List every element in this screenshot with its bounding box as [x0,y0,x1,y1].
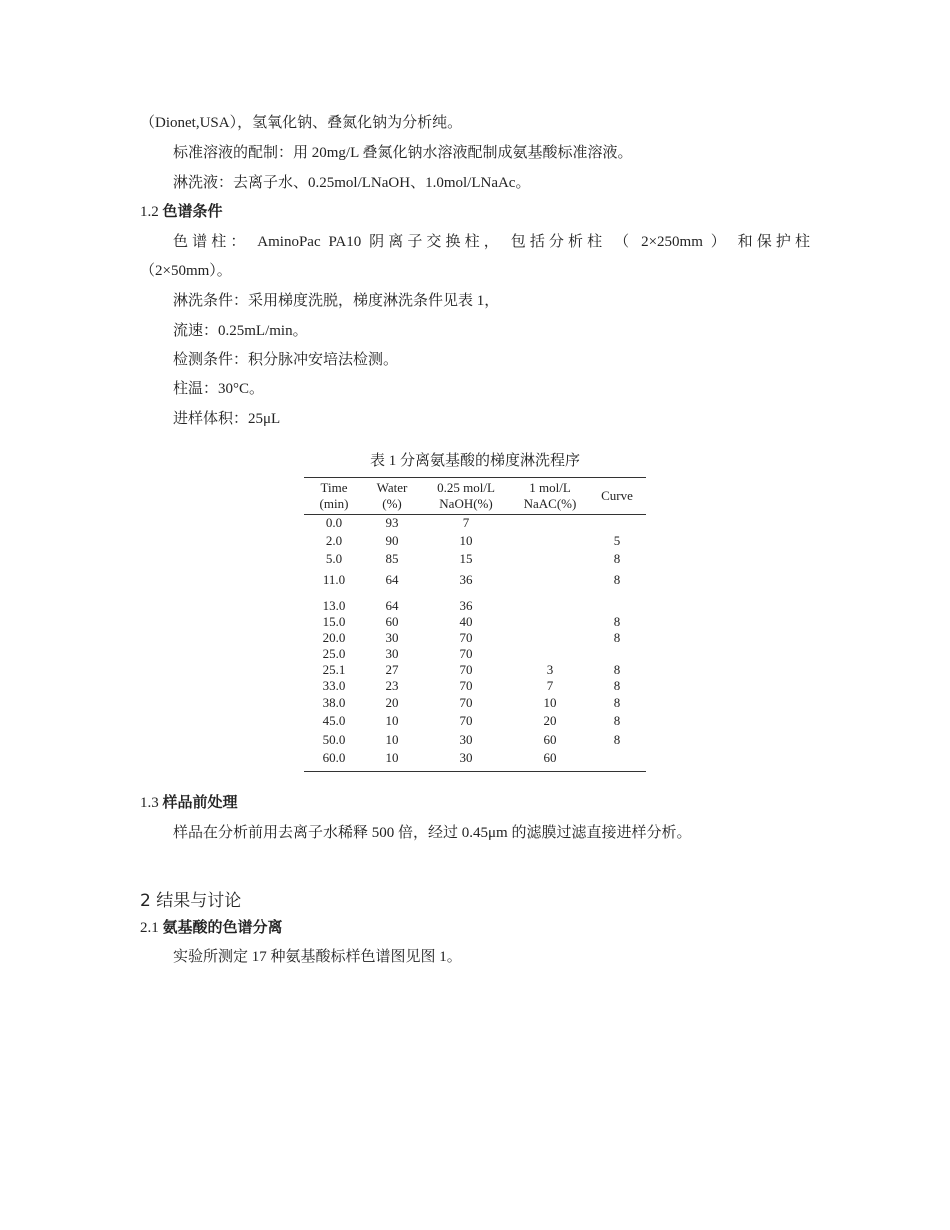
table-row [304,694,646,712]
table-cell: 70 [459,661,473,677]
table-cell: 10 [385,731,399,747]
table-cell: 70 [459,694,473,710]
table-cell [512,550,588,569]
section-heading-1-2 [140,202,223,222]
table-cell: 60 [385,613,399,629]
table-cell: 85 [385,551,399,566]
table-row [304,515,646,532]
table-cell: 15.0 [322,613,346,629]
table-cell: 20.0 [322,629,346,645]
table-row [304,569,646,592]
table-cell: 30 [459,731,473,747]
table-row [304,614,646,630]
paragraph-figure-ref: 实验所测定 17 种氨基酸标样色谱图见图 1。 [173,949,462,965]
table-cell: 8 [613,731,621,747]
table-row [304,550,646,569]
table-cell: 40 [459,613,473,629]
table-cell: 25.1 [322,661,346,677]
table-row [304,630,646,646]
section-title: 样品前处理 [162,795,238,811]
header-naoh: 0.25 mol/L NaOH(%) [420,478,512,515]
table-cell: 15 [459,551,473,566]
table-cell: 27 [385,661,399,677]
table-cell: 45.0 [322,712,346,728]
table-row [304,592,646,614]
table-row [304,532,646,550]
header-water: Water (%) [364,478,420,515]
table-cell [512,630,588,646]
table-cell: 33.0 [322,677,346,693]
table-cell: 7 [462,515,470,531]
table-cell: 0.0 [325,515,343,531]
table-cell: 8 [613,629,621,645]
paragraph-column-temp: 柱温：30°C。 [173,381,265,397]
table-cell: 23 [385,677,399,693]
paragraph-column-line1: 色谱柱： AminoPac PA10 阴离子交换柱， 包括分析柱 （ 2×250mm ） 和保护柱 [173,234,810,250]
table-row [304,712,646,730]
table-cell: 50.0 [322,731,346,747]
table-cell: 8 [613,551,621,566]
table-cell [588,750,646,772]
table-cell: 8 [613,712,621,728]
table-cell: 10 [385,712,399,728]
table-cell [512,646,588,662]
header-naac: 1 mol/L NaAC(%) [512,478,588,515]
table-cell: 7 [546,677,554,693]
table-cell: 70 [459,645,473,661]
table-cell: 25.0 [322,645,346,661]
table-cell [588,646,646,662]
paragraph-column-line2: （2×50mm）。 [140,263,232,279]
table-cell: 3 [546,661,554,677]
paragraph-detection: 检测条件：积分脉冲安培法检测。 [173,352,399,368]
table-cell: 90 [385,532,399,548]
paragraph-sample-prep: 样品在分析前用去离子水稀释 500 倍，经过 0.45μm 的滤膜过滤直接进样分析。 [173,825,692,841]
table-cell: 70 [459,712,473,728]
table-row [304,662,646,678]
table-row [304,678,646,694]
table-cell: 70 [459,629,473,645]
table-cell: 93 [385,515,399,531]
table-cell [512,592,588,614]
paragraph-eluent: 淋洗液：去离子水、0.25mol/LNaOH、1.0mol/LNaAc。 [173,175,531,191]
section-title: 氨基酸的色谱分离 [162,920,283,936]
section-heading-2-1 [140,918,283,938]
paragraph-flow-rate: 流速：0.25mL/min。 [173,323,308,339]
section-number: 1.3 [140,795,159,811]
table-cell: 20 [543,712,557,728]
table-cell: 8 [613,661,621,677]
table-cell: 10 [459,532,473,548]
chapter-heading-2: 2 结果与讨论 [140,891,242,911]
table-row [304,750,646,772]
section-heading-1-3 [140,793,238,813]
table-cell: 10 [543,694,557,710]
table-cell: 30 [385,629,399,645]
paragraph-standard-solution: 标准溶液的配制：用 20mg/L 叠氮化钠水溶液配制成氨基酸标准溶液。 [173,145,633,161]
table-caption: 表 1 分离氨基酸的梯度淋洗程序 [369,453,580,469]
table-cell: 36 [459,597,473,613]
table-cell: 11.0 [322,572,346,587]
section-number: 2.1 [140,920,159,936]
table-cell: 70 [459,677,473,693]
section-title: 色谱条件 [162,204,223,220]
table-row [304,646,646,662]
section-number: 1.2 [140,204,159,220]
table-cell: 8 [613,677,621,693]
table-cell: 64 [385,572,399,587]
table-cell: 5 [613,532,621,548]
table-cell: 36 [459,572,473,587]
table-cell: 60 [543,731,557,747]
table-cell: 8 [613,694,621,710]
table-cell: 10 [364,750,420,772]
table-cell: 13.0 [322,597,346,613]
table-cell: 60 [512,750,588,772]
table-cell [512,515,588,532]
table-cell [588,592,646,614]
header-time: Time (min) [304,478,364,515]
paragraph-elution-conditions: 淋洗条件：采用梯度洗脱，梯度淋洗条件见表 1， [173,293,500,309]
paragraph-reagents: （Dionet,USA），氢氧化钠、叠氮化钠为分析纯。 [140,115,463,131]
gradient-table [304,477,646,772]
table-cell: 8 [613,613,621,629]
table-cell [512,614,588,630]
table-cell: 38.0 [322,694,346,710]
table-row [304,730,646,750]
header-curve: Curve [588,478,646,515]
table-cell [588,515,646,532]
table-cell: 30 [420,750,512,772]
table-cell: 8 [613,572,621,587]
table-cell [512,532,588,550]
table-cell: 20 [385,694,399,710]
table-cell: 2.0 [325,532,343,548]
table-cell: 64 [385,597,399,613]
table-cell: 30 [385,645,399,661]
paragraph-injection-volume: 进样体积：25μL [173,411,281,427]
table-cell: 60.0 [304,750,364,772]
table-header-row [304,478,646,515]
table-cell: 5.0 [325,551,343,566]
table-cell [512,569,588,592]
